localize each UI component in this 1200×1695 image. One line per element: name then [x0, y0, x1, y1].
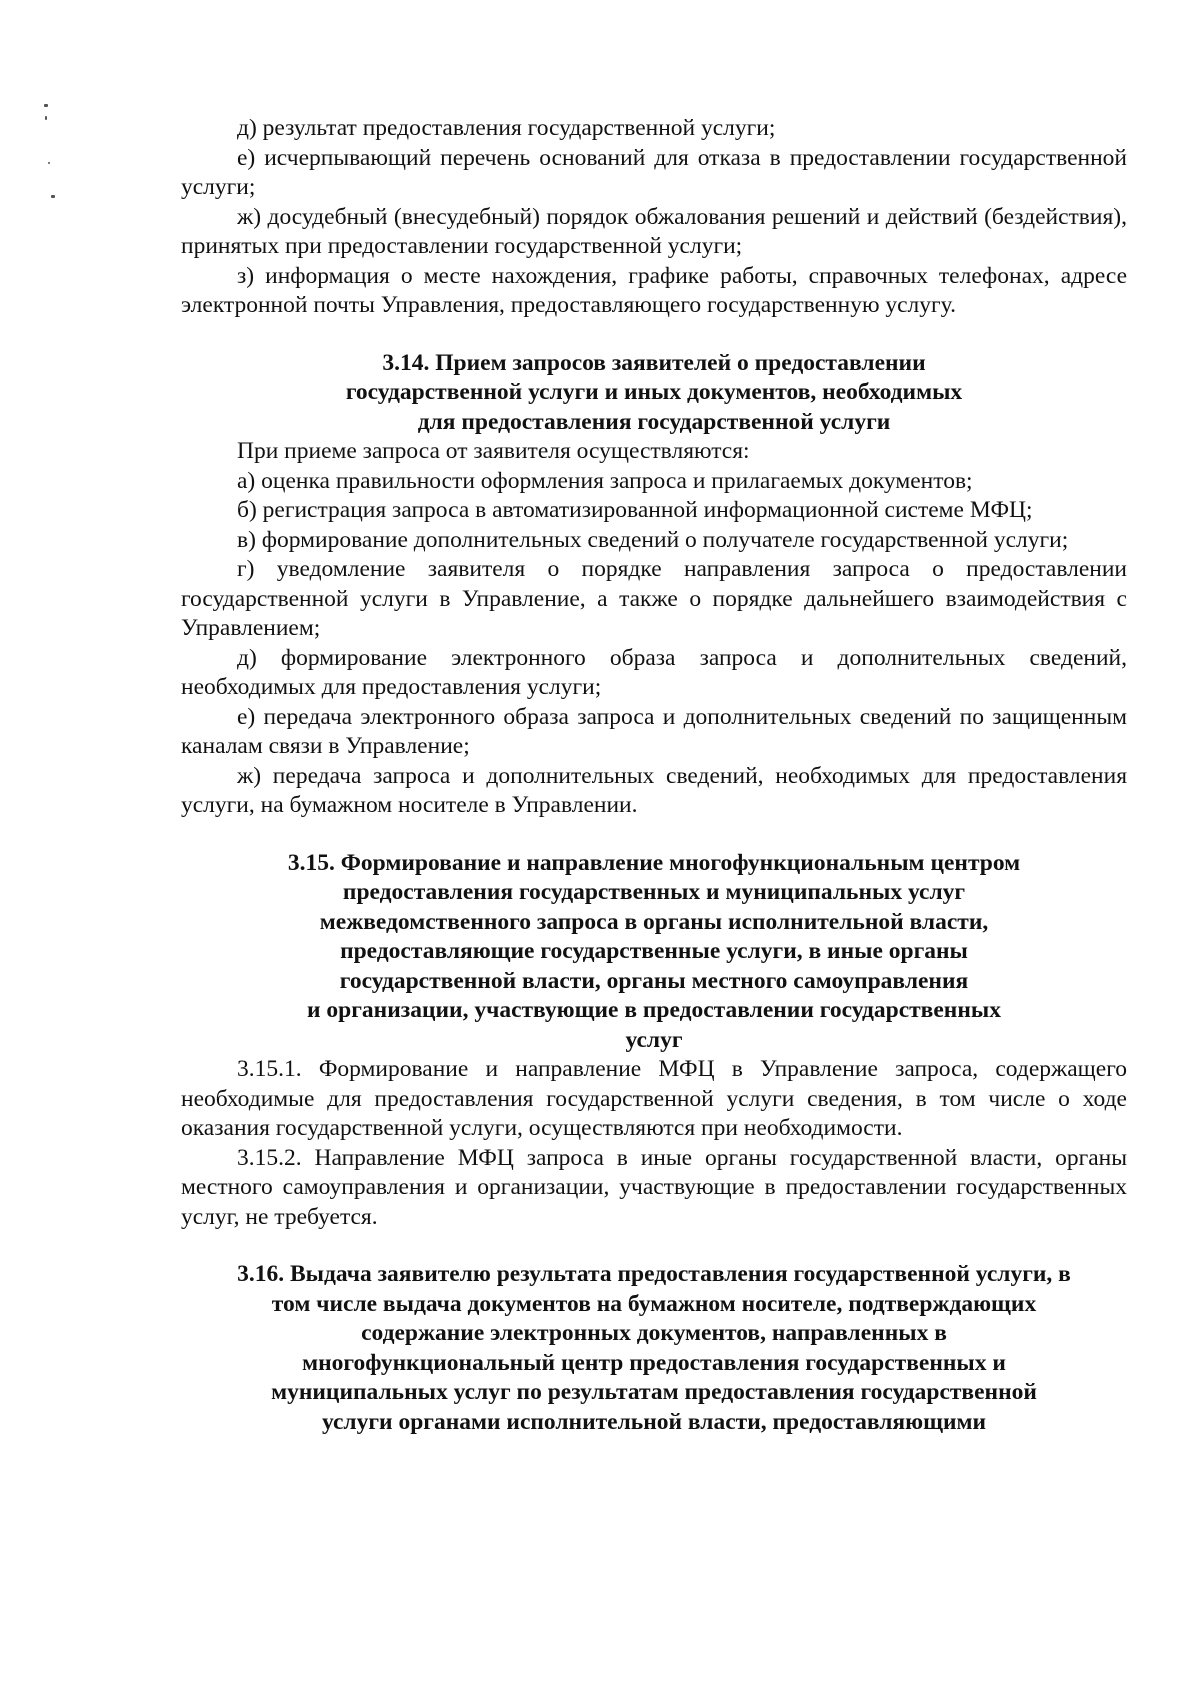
document-body: [181, 114, 1127, 1437]
list-item: д) результат предоставления государственной услуги;: [237, 115, 776, 141]
heading-line: предоставляющие государственные услуги, в иные органы: [340, 938, 968, 964]
section-intro: При приеме запроса от заявителя осуществляются:: [237, 438, 750, 464]
heading-line: муниципальных услуг по результатам предоставления государственной: [271, 1379, 1037, 1405]
section-heading: [181, 849, 1127, 1056]
paragraph: 3.15.1. Формирование и направление МФЦ в Управление запроса, содержащего необходимые для предоставления государственной услуги сведения, в том числе о ходе оказания государственной услуги, осуществляются при необходимости.: [181, 1056, 1127, 1141]
scan-speck: [45, 116, 47, 120]
spacer: [181, 821, 1127, 849]
heading-line: многофункциональный центр предоставления государственных и: [302, 1349, 1006, 1376]
section-3-15: [181, 849, 1127, 1233]
spacer: [181, 321, 1127, 349]
section-3-14: [181, 349, 1127, 821]
scan-speck: [48, 162, 50, 164]
list-item: з) информация о месте нахождения, графике работы, справочных телефонах, адресе электронной почты Управления, предоставляющего государственную услугу.: [181, 262, 1127, 318]
heading-line: 3.15. Формирование и направление многофункциональным центром: [287, 849, 1021, 876]
list-item: д) формирование электронного образа запроса и дополнительных сведений, необходимых для предоставления услуги;: [181, 644, 1127, 700]
paragraph: 3.15.2. Направление МФЦ запроса в иные органы государственной власти, органы местного самоуправления и организации, участвующие в предоставлении государственных услуг, не требуется.: [181, 1144, 1127, 1230]
list-item: ж) досудебный (внесудебный) порядок обжалования решений и действий (бездействия), принятых при предоставлении государственной услуги;: [181, 203, 1127, 259]
list-item: г) уведомление заявителя о порядке направления запроса о предоставлении государственной услуги в Управление, а также о порядке дальнейшего взаимодействия с Управлением;: [181, 556, 1127, 641]
spacer: [181, 1232, 1127, 1260]
list-item: е) исчерпывающий перечень оснований для отказа в предоставлении государственной услуги;: [181, 144, 1127, 200]
heading-line: для предоставления государственной услуги: [417, 408, 891, 435]
scan-speck: [51, 195, 55, 198]
heading-line: государственной услуги и иных документов, необходимых: [345, 379, 963, 405]
list-item: а) оценка правильности оформления запроса и прилагаемых документов;: [237, 467, 973, 494]
list-item: б) регистрация запроса в автоматизированной информационной системе МФЦ;: [237, 497, 1033, 523]
list-item: ж) передача запроса и дополнительных сведений, необходимых для предоставления услуги, на бумажном носителе в Управлении.: [181, 762, 1127, 818]
section-3-16: [181, 1260, 1127, 1437]
list-item: е) передача электронного образа запроса и дополнительных сведений по защищенным каналам связи в Управление;: [181, 703, 1127, 759]
heading-line: содержание электронных документов, направленных в: [361, 1320, 947, 1346]
section-heading: [181, 349, 1127, 438]
heading-line: межведомственного запроса в органы исполнительной власти,: [319, 908, 989, 935]
list-item: в) формирование дополнительных сведений о получателе государственной услуги;: [237, 526, 1069, 553]
top-list: [181, 114, 1127, 321]
section-heading: [181, 1260, 1127, 1437]
heading-line: 3.16. Выдача заявителю результата предоставления государственной услуги, в: [237, 1261, 1071, 1287]
heading-line: 3.14. Прием запросов заявителей о предоставлении: [382, 349, 926, 376]
heading-line: и организации, участвующие в предоставлении государственных: [307, 997, 1001, 1023]
heading-line: государственной власти, органы местного самоуправления: [339, 967, 969, 994]
heading-line: услуги органами исполнительной власти, предоставляющими: [321, 1408, 987, 1435]
scan-speck: [44, 104, 48, 107]
heading-line: услуг: [625, 1026, 683, 1053]
heading-line: предоставления государственных и муниципальных услуг: [342, 879, 966, 905]
heading-line: том числе выдача документов на бумажном носителе, подтверждающих: [271, 1290, 1037, 1317]
